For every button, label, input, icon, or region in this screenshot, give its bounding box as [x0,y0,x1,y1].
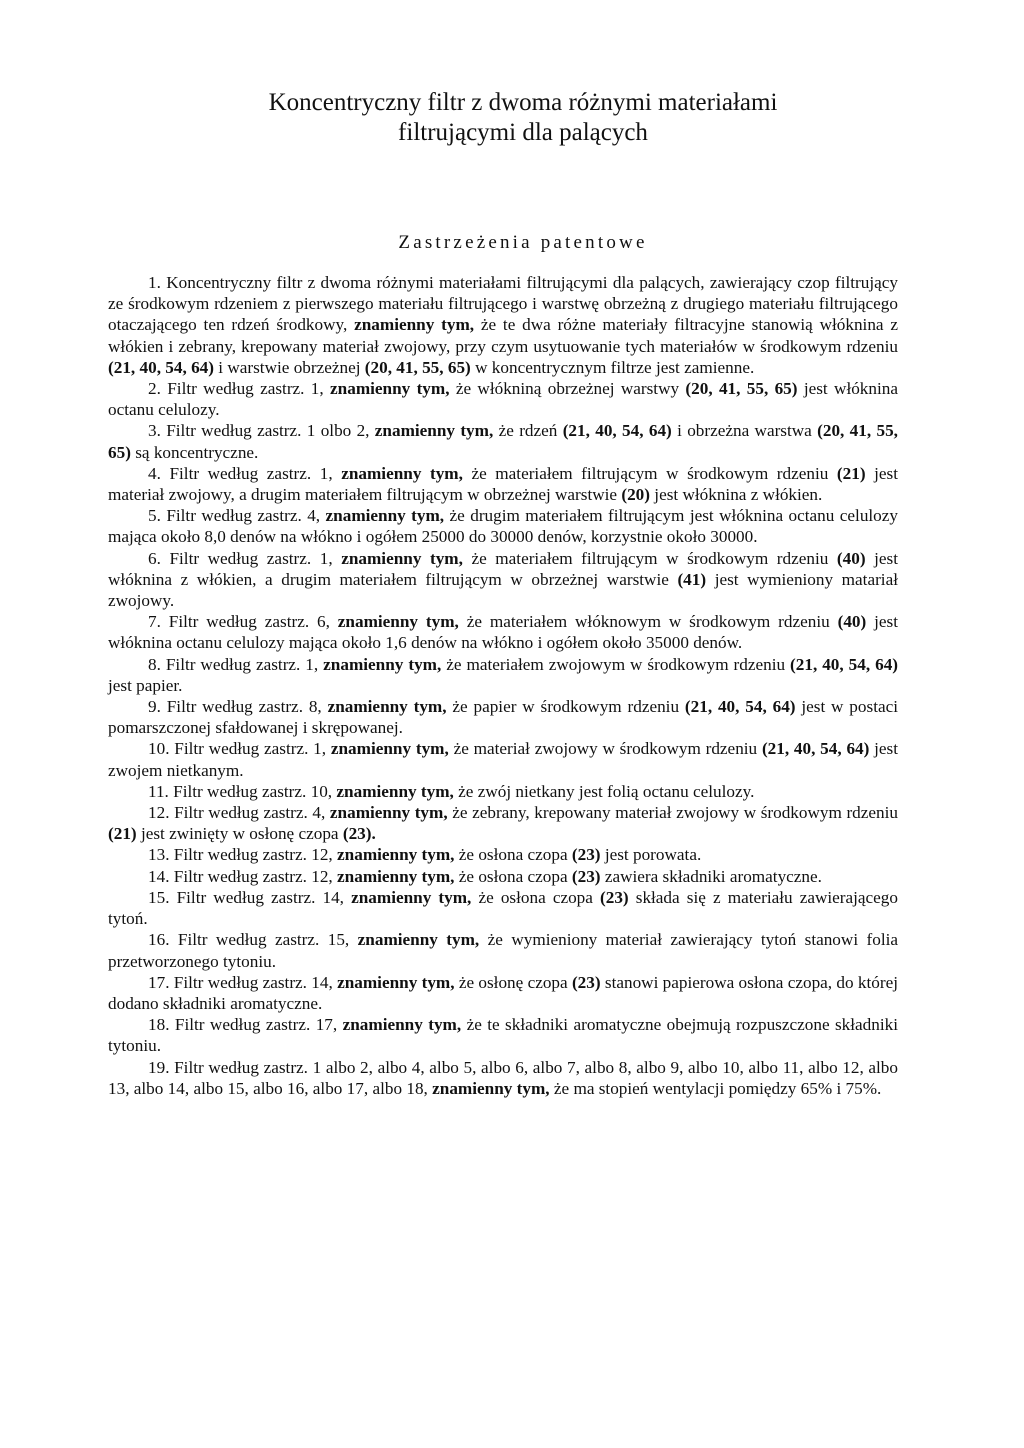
claim-text: że drugim materiałem filtrującym jest włóknina octanu celulozy mająca około 8,0 denów na włókno i ogółem 25000 do 30000 denów, korzystnie około 30000. [108,506,899,547]
claim-text: Filtr według zastrz. 8, [166,697,328,717]
claim-emphasis: znamienny tym, [351,887,472,907]
claim-number: 10. [148,739,170,759]
claim-number: 8. [148,654,161,674]
claim-paragraph [108,802,898,844]
claim-text: składa się z materiału zawierającego tytoń. [108,887,898,929]
claim-text: Filtr według zastrz. 4, [174,803,330,823]
claim-emphasis: znamienny tym, [330,739,449,759]
claim-paragraph [108,463,898,505]
claim-emphasis: (41) [677,569,707,589]
claim-text: Filtr według zastrz. 1, [169,463,342,483]
claim-text: Filtr według zastrz. 6, [168,612,338,632]
claim-emphasis: (23) [571,845,601,865]
claim-text: stanowi papierowa osłona czopa, do której dodano składniki aromatyczne. [108,972,898,1013]
claim-text: jest materiał zwojowy, a drugim materiałem filtrującym w obrzeżnej warstwie [108,463,898,505]
claim-text: że zwój nietkany jest folią octanu celulozy. [453,781,755,801]
claim-number: 4. [148,463,161,483]
claim-text: Filtr według zastrz. 12, [173,866,338,886]
claim-text: Filtr według zastrz. 1, [167,379,331,399]
claim-emphasis: znamienny tym, [337,612,459,632]
claim-text: że materiałem włóknowym w środkowym rdzeniu [458,612,838,632]
claim-text: że papier w środkowym rdzeniu [446,697,685,717]
claim-text: że te dwa różne materiały filtracyjne stanowią włóknina z włókien i zebrany, krepowany materiał zwojowy, przy czym usytuowanie tych materiałów w środkowym rdzeniu [108,315,898,356]
claim-emphasis: (21, 40, 54, 64) [761,739,870,759]
claim-number: 12. [148,803,170,823]
claim-paragraph [108,548,898,612]
claim-number: 11. [148,781,169,801]
claims-list [108,272,898,1099]
claim-emphasis: (20, 41, 55, 65) [685,379,798,399]
claim-text: że wymieniony materiał zawierający tytoń stanowi folia przetworzonego tytoniu. [108,930,899,971]
claim-number: 19. [148,1057,170,1077]
claim-emphasis: znamienny tym, [357,930,480,950]
claim-text: że osłona czopa [454,845,572,865]
claim-text: Filtr według zastrz. 1, [169,548,342,568]
claim-emphasis: (20, 41, 55, 65) [364,357,471,377]
claim-emphasis: znamienny tym, [337,866,455,886]
claim-text: jest porowata. [600,845,702,865]
claim-number: 18. [148,1015,170,1035]
claim-text: jest włóknina octanu celulozy mająca około 1,6 denów na włókno i ogółem około 35000 denów. [108,612,899,653]
claim-text: że osłona czopa [471,887,600,907]
claim-emphasis: (40) [837,612,867,632]
claim-emphasis: znamienny tym, [337,972,455,992]
claim-emphasis: (21, 40, 54, 64) [790,654,899,674]
claim-number: 2. [148,379,161,399]
claim-paragraph [108,505,898,547]
claim-text: jest papier. [108,675,183,695]
claim-paragraph [108,887,898,929]
claim-paragraph [108,272,898,378]
claim-paragraph [108,781,898,802]
claim-emphasis: znamienny tym, [325,506,445,526]
claim-emphasis: znamienny tym, [337,845,455,865]
document-title-line-1: Koncentryczny filtr z dwoma różnymi materiałami [268,89,778,116]
claim-emphasis: znamienny tym, [336,781,454,801]
claim-emphasis: (21, 40, 54, 64) [684,697,796,717]
claim-emphasis: (21) [836,463,866,483]
claim-paragraph [108,378,898,420]
claim-emphasis: (21, 40, 54, 64) [562,421,672,441]
claim-number: 16. [148,930,170,950]
claim-text: Filtr według zastrz. 14, [176,887,352,907]
claim-text: jest zwinięty w osłonę czopa [136,824,343,844]
claim-number: 5. [148,506,161,526]
claim-text: jest włóknina z włókien, a drugim materiałem filtrującym w obrzeżnej warstwie [108,548,898,589]
claim-emphasis: (23) [600,887,629,907]
claim-number: 9. [148,697,161,717]
claim-emphasis: (23) [571,972,601,992]
claim-text: Filtr według zastrz. 1, [165,654,324,674]
claim-paragraph [108,929,898,971]
claim-text: Filtr według zastrz. 12, [173,845,338,865]
claim-paragraph [108,738,898,780]
claim-emphasis: (23). [342,824,376,844]
claim-text: Koncentryczny filtr z dwoma różnymi materiałami filtrującymi dla palących, zawierający czop filtrujący ze środkowym rdzeniem z pierwszego materiału filtrującego i warstwę obrzeżną z drugiego materiału filtrującego otaczającego ten rdzeń środkowy, [108,273,899,335]
claim-text: że włókniną obrzeżnej warstwy [449,379,686,399]
claim-text: i warstwie obrzeżnej [213,357,365,377]
claim-emphasis: znamienny tym, [432,1078,550,1098]
claim-text: są koncentryczne. [130,442,259,462]
claim-number: 14. [148,866,170,886]
claim-text: Filtr według zastrz. 15, [177,930,358,950]
claim-text: że osłona czopa [454,866,572,886]
claim-text: Filtr według zastrz. 10, [173,781,337,801]
claim-text: że rdzeń [493,421,563,441]
claim-text: Filtr według zastrz. 4, [166,506,326,526]
claim-text: że ma stopień wentylacji pomiędzy 65% i 75%. [549,1078,882,1098]
claim-text: zawiera składniki aromatyczne. [600,866,822,886]
claim-text: że materiałem filtrującym w środkowym rdzeniu [462,548,837,568]
claim-number: 17. [148,972,170,992]
claim-text: Filtr według zastrz. 17, [174,1015,343,1035]
claim-emphasis: znamienny tym, [354,315,475,335]
claim-number: 7. [148,612,161,632]
claim-text: jest zwojem nietkanym. [108,739,899,780]
claim-paragraph [108,866,898,887]
claim-number: 13. [148,845,170,865]
claim-paragraph [108,844,898,865]
claim-text: że zebrany, krepowany materiał zwojowy w środkowym rdzeniu [447,803,898,823]
claim-text: że materiałem filtrującym w środkowym rdzeniu [462,463,837,483]
document-title-line-2: filtrującymi dla palących [398,119,648,146]
claim-paragraph [108,1057,898,1099]
claim-number: 15. [148,887,170,907]
claim-emphasis: znamienny tym, [374,421,494,441]
document-title [148,88,898,148]
claim-emphasis: znamienny tym, [330,379,450,399]
claim-paragraph [108,654,898,696]
claim-text: jest wymieniony matariał zwojowy. [108,569,898,611]
claim-text: że osłonę czopa [454,972,572,992]
claim-text: że materiał zwojowy w środkowym rdzeniu [448,739,762,759]
claim-emphasis: (21, 40, 54, 64) [108,357,214,377]
claim-emphasis: znamienny tym, [342,1015,462,1035]
claim-emphasis: znamienny tym, [329,803,448,823]
claim-emphasis: (20, 41, 55, 65) [108,421,898,462]
claim-text: jest włóknina octanu celulozy. [108,379,898,420]
claim-text: jest w postaci pomarszczonej sfałdowanej i skrępowanej. [108,697,898,738]
claim-emphasis: (21) [108,824,137,844]
section-heading: Zastrzeżenia patentowe [398,232,648,253]
claim-text: Filtr według zastrz. 14, [173,972,338,992]
claim-emphasis: znamienny tym, [341,463,463,483]
claim-paragraph [108,972,898,1014]
claim-text: Filtr według zastrz. 1 olbo 2, [166,421,375,441]
claim-paragraph [108,420,898,462]
claim-emphasis: znamienny tym, [327,697,447,717]
claim-text: w koncentrycznym filtrze jest zamienne. [470,357,755,377]
claim-paragraph [108,611,898,653]
claim-emphasis: (20) [621,485,650,505]
claim-paragraph [108,696,898,738]
claim-text: i obrzeżna warstwa [671,421,818,441]
claim-text: że te składniki aromatyczne obejmują rozpuszczone składniki tytoniu. [108,1015,899,1056]
claim-text: Filtr według zastrz. 1, [174,739,331,759]
claim-text: że materiałem zwojowym w środkowym rdzeniu [441,654,791,674]
claim-emphasis: znamienny tym, [323,654,442,674]
claim-text: Filtr według zastrz. 1 albo 2, albo 4, albo 5, albo 6, albo 7, albo 8, albo 9, albo 10, albo 11, albo 12, albo 13, albo 14, albo 15, albo 16, albo 17, albo 18, [108,1057,898,1098]
document-page [108,88,898,1099]
claim-number: 6. [148,548,161,568]
claim-number: 3. [148,421,161,441]
claim-emphasis: znamienny tym, [341,548,463,568]
claim-paragraph [108,1014,898,1056]
claim-number: 1. [148,273,161,292]
claim-emphasis: (40) [836,548,866,568]
claim-text: jest włóknina z włókien. [650,485,823,505]
claim-emphasis: (23) [571,866,601,886]
